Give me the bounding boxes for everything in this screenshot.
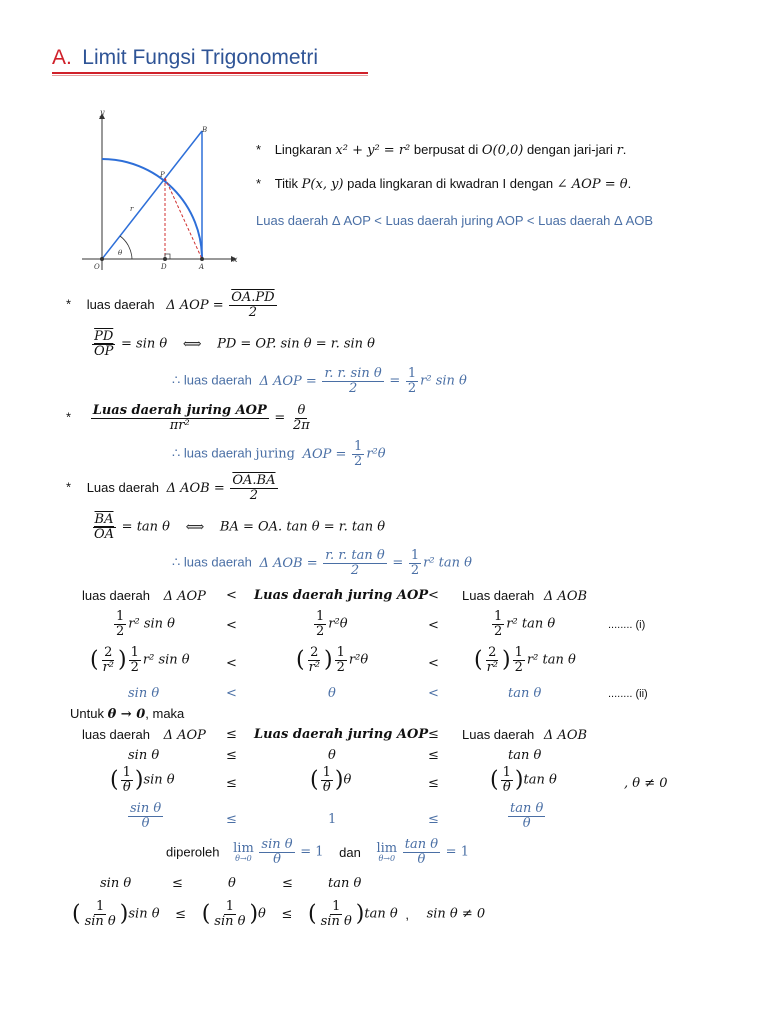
limit-conclusion: diperoleh lim θ→0 $\frac{\text{sin θ}}{\theta}$ = 1 dan lim θ→0 $\frac{\text{tan θ}}{\theta}$ = 1 [166, 837, 469, 867]
s3-area-formula: * Luas daerah Δ AOB = $\frac{OA.BA}{2}$ [66, 473, 276, 503]
ineq-le: ≤ [428, 776, 439, 791]
ineq-row-1a: $\frac{1}{2}$ r² sin θ [116, 609, 175, 639]
ineq-le: ≤ [172, 876, 183, 891]
unit-circle-diagram [78, 104, 246, 274]
radius-ob [102, 131, 202, 259]
ineq-le: ≤ [428, 727, 439, 742]
limit-row-4c: tan θ [508, 748, 542, 763]
origin-point [100, 257, 104, 261]
limit-intro: Untuk θ → 0, maka [70, 706, 185, 722]
ineq-le: ≤ [226, 727, 237, 742]
ineq-lt: < [226, 618, 237, 633]
ineq-header-3b: Luas daerah Δ AOB [462, 727, 588, 743]
ineq-row-1b: $\frac{1}{2}$ r²θ [316, 609, 348, 639]
label-theta: θ [118, 249, 123, 257]
ineq-header-3: Luas daerah Δ AOB [462, 588, 588, 604]
label-y: y [100, 108, 105, 117]
label-o: O [94, 263, 100, 271]
limit-row-4a: sin θ [128, 748, 160, 763]
label-b: B [202, 126, 208, 134]
final-row-1b: θ [228, 876, 236, 891]
s2-sector-ratio: * $\frac{\text{Luas daerah juring AOP}}{\text{πr²}}$ = $\frac{\theta}{2\pi}$ [66, 403, 310, 433]
ineq-lt: < [428, 618, 439, 633]
s1-result: ∴ luas daerah Δ AOP = $\frac{\text{r. r. sin θ}}{2}$ = $\frac{1}{2}$ r² sin θ [172, 366, 467, 396]
label-d: D [161, 263, 167, 271]
ineq-row-3c: tan θ [508, 686, 542, 701]
s1-sin-relation: $\frac{\overline{PD}}{OP}$ = sin θ ⟺ PD = OP. sin θ = r. sin θ [94, 329, 376, 359]
section-heading: Limit Fungsi Trigonometri [82, 46, 319, 69]
ineq-row-2c: ( $\frac{2}{\text{r²}}$ ) $\frac{1}{2}$ r² tan θ [474, 645, 576, 675]
ineq-le: ≤ [282, 876, 293, 891]
ineq-lt: < [428, 588, 439, 603]
s1-area-formula: * luas daerah Δ AOP = $\frac{OA.PD}{2}$ [66, 290, 275, 320]
theta-nonzero-condition: , θ ≠ 0 [624, 776, 668, 791]
limit-row-6a: $\frac{\text{sin θ}}{\theta}$ [130, 801, 162, 831]
ineq-header-2: Luas daerah juring AOP [254, 588, 429, 603]
final-row-1a: sin θ [100, 876, 132, 891]
point-d [163, 257, 167, 261]
intro-line-1: * Lingkaran x² + y² = r² berpusat di O(0,0) dengan jari-jari r. [256, 142, 627, 158]
s3-tan-relation: $\frac{\overline{BA}}{OA}$ = tan θ ⟺ BA = OA. tan θ = r. tan θ [94, 512, 386, 542]
segment-pa [165, 178, 202, 259]
label-p: P [160, 171, 165, 179]
ineq-le: ≤ [226, 748, 237, 763]
label-a: A [199, 263, 205, 271]
s3-result: ∴ luas daerah Δ AOB = $\frac{\text{r. r. tan θ}}{2}$ = $\frac{1}{2}$ r² tan θ [172, 548, 472, 578]
section-title [52, 46, 318, 70]
ineq-header-2b: Luas daerah juring AOP [254, 727, 429, 742]
ineq-le: ≤ [428, 748, 439, 763]
limit-row-4b: θ [328, 748, 336, 763]
label-x: x [233, 255, 238, 264]
ineq-lt: < [226, 686, 237, 701]
final-row-1c: tan θ [328, 876, 362, 891]
limit-row-5a: ( $\frac{1}{\theta}$ )sin θ [110, 765, 175, 795]
ineq-row-2b: ( $\frac{2}{\text{r²}}$ ) $\frac{1}{2}$ r²θ [296, 645, 369, 675]
point-a [200, 257, 204, 261]
limit-row-6b: 1 [328, 812, 337, 827]
ineq-lt: < [428, 686, 439, 701]
equation-tag-i: ........ (i) [608, 619, 646, 631]
equation-tag-ii: ........ (ii) [608, 688, 648, 700]
ineq-row-2a: ( $\frac{2}{\text{r²}}$ ) $\frac{1}{2}$ r² sin θ [90, 645, 190, 675]
circle-arc [102, 159, 202, 259]
title-rule [52, 72, 368, 74]
intro-line-3: Luas daerah Δ AOP < Luas daerah juring AOP < Luas daerah Δ AOB [256, 213, 654, 228]
ineq-header-1: luas daerah Δ AOP [82, 588, 206, 604]
ineq-le: ≤ [428, 812, 439, 827]
ineq-row-3b: θ [328, 686, 336, 701]
ineq-header-1b: luas daerah Δ AOP [82, 727, 206, 743]
final-row-2: ( $\frac{1}{\text{sin θ}}$ )sin θ ≤ ( $\frac{1}{\text{sin θ}}$ )θ ≤ ( $\frac{1}{\text{sin θ}}$ )tan θ , sin θ ≠ 0 [72, 899, 486, 929]
s2-result: ∴ luas daerah juring AOP = $\frac{1}{2}$ r²θ [172, 439, 386, 469]
ineq-lt: < [428, 656, 439, 671]
limit-row-5b: ( $\frac{1}{\theta}$ )θ [310, 765, 352, 795]
ineq-le: ≤ [226, 812, 237, 827]
label-r: r [130, 205, 134, 213]
title-rule-shadow [52, 75, 368, 76]
limit-row-6c: $\frac{\text{tan θ}}{\theta}$ [510, 801, 544, 831]
ineq-le: ≤ [226, 776, 237, 791]
limit-row-5c: ( $\frac{1}{\theta}$ )tan θ [490, 765, 557, 795]
section-letter: A. [52, 46, 72, 69]
ineq-row-1c: $\frac{1}{2}$ r² tan θ [494, 609, 556, 639]
ineq-lt: < [226, 656, 237, 671]
intro-line-2: * Titik P(x, y) pada lingkaran di kwadran I dengan ∠ AOP = θ. [256, 176, 632, 192]
ineq-row-3a: sin θ [128, 686, 160, 701]
ineq-lt: < [226, 588, 237, 603]
